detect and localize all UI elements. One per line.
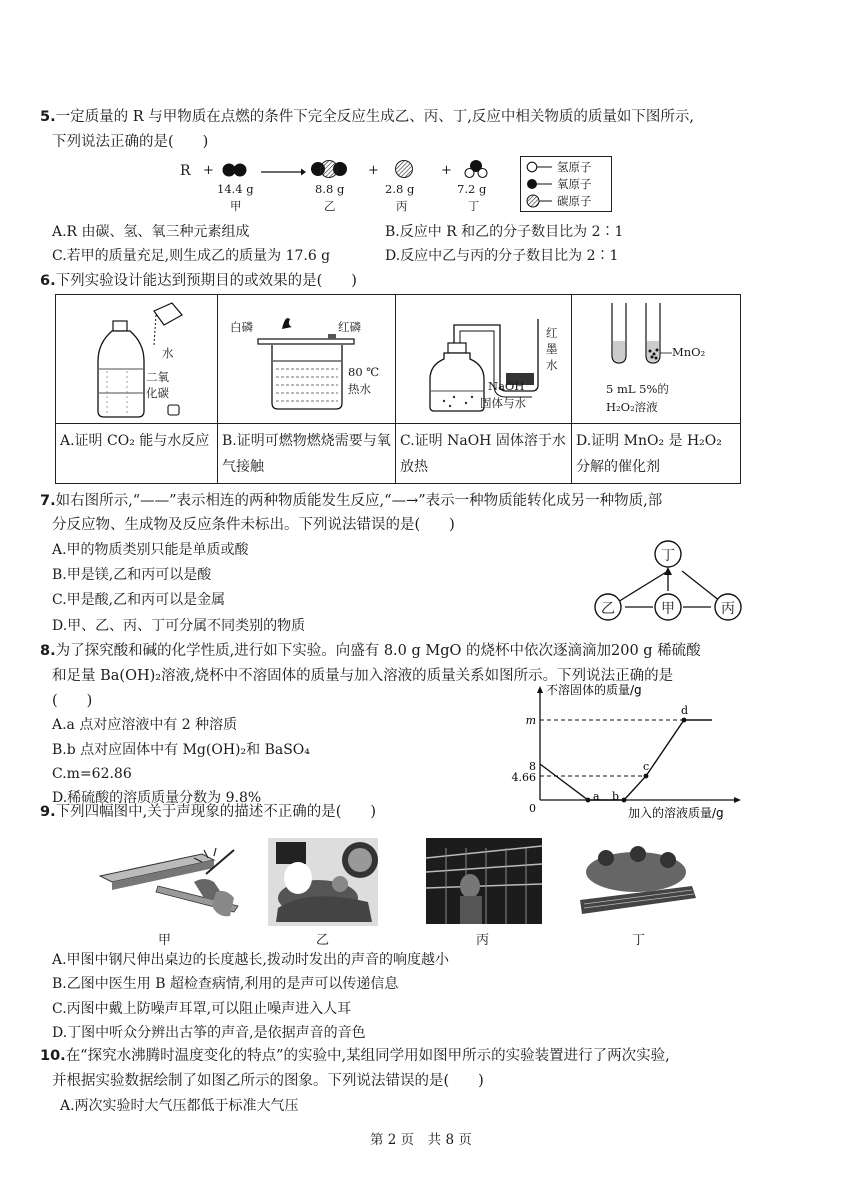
ding-mass: 7.2 g	[457, 182, 487, 196]
q8-option-b: B.b 点对应固体中有 Mg(OH)₂和 BaSO₄	[52, 742, 310, 758]
q8-mass-chart	[500, 684, 750, 824]
point-b	[622, 798, 627, 803]
q8-number: 8.	[40, 643, 56, 659]
label-co2-2: 化碳	[146, 386, 169, 400]
q6-cell-a	[56, 295, 218, 483]
bing-mass: 2.8 g	[385, 182, 415, 196]
q7-stem-line2: 分反应物、生成物及反应条件未标出。下列说法错误的是( )	[52, 517, 455, 533]
node-jia: 甲	[661, 601, 675, 617]
jia-mass: 14.4 g	[217, 182, 254, 196]
plus-sign-2: +	[368, 163, 379, 178]
q5-option-b: B.反应中 R 和乙的分子数目比为 2∶1	[385, 224, 624, 240]
label-red-ink-1: 红	[546, 326, 558, 340]
label-naoh: NaOH	[488, 379, 525, 393]
point-label-a: a	[593, 790, 600, 803]
reactant-r: R	[180, 163, 191, 179]
caption-bing: 丙	[476, 933, 490, 948]
q7-option-b: B.甲是镁,乙和丙可以是酸	[52, 567, 212, 583]
legend-oxygen: 氧原子	[557, 177, 592, 191]
plastic-bottle-icon	[92, 299, 202, 421]
q9-stem	[40, 801, 376, 823]
q6-cell-c	[396, 295, 572, 483]
q5-reaction	[175, 158, 515, 218]
x-axis-title: 加入的溶液质量/g	[628, 806, 724, 820]
point-label-c: c	[643, 760, 650, 773]
jia-label: 甲	[230, 199, 242, 213]
yi-mass: 8.8 g	[315, 182, 345, 196]
q7-line1	[40, 490, 662, 512]
label-white-phosphorus: 白磷	[230, 320, 253, 334]
y-tick-8: 8	[529, 760, 536, 773]
q6-cell-b	[218, 295, 396, 483]
label-h2o2: H₂O₂溶液	[606, 400, 658, 414]
node-ding: 丁	[661, 548, 675, 564]
q5-number: 5.	[40, 109, 56, 125]
label-mno2: MnO₂	[672, 345, 706, 359]
q5-stem-line2: 下列说法正确的是( )	[52, 134, 209, 150]
q9-option-d: D.丁图中听众分辨出古筝的声音,是依据声音的音色	[52, 1025, 366, 1041]
origin-label: 0	[529, 802, 536, 815]
q9-option-c: C.丙图中戴上防噪声耳罩,可以阻止噪声进入人耳	[52, 1001, 352, 1017]
label-red-phosphorus: 红磷	[338, 320, 361, 334]
y-axis-arrow-icon	[537, 686, 543, 693]
label-red-ink-3: 水	[546, 358, 558, 372]
q6-caption-c: C.证明 NaOH 固体溶于水放热	[400, 433, 566, 475]
label-hot-water: 热水	[348, 382, 371, 396]
point-label-b: b	[612, 790, 620, 803]
q10-number: 10.	[40, 1048, 66, 1064]
q6-caption-d: D.证明 MnO₂ 是 H₂O₂ 分解的催化剂	[576, 433, 722, 475]
photo-ding-guzheng	[576, 842, 696, 924]
caption-yi: 乙	[316, 933, 330, 948]
q9-option-b: B.乙图中医生用 B 超检查病情,利用的是声可以传递信息	[52, 976, 399, 992]
point-label-d: d	[681, 704, 689, 717]
q10-line1	[40, 1045, 670, 1067]
q8-stem-line1: 为了探究酸和碱的化学性质,进行如下实验。向盛有 8.0 g MgO 的烧杯中依次逐滴滴加200 g 稀硫酸	[55, 643, 701, 659]
reaction-arrow-icon	[261, 167, 306, 177]
q6-experiment-table	[55, 294, 741, 484]
q6-stem	[40, 270, 357, 292]
q9-stem-text: 下列四幅图中,关于声现象的描述不正确的是( )	[55, 804, 377, 820]
q6-caption-b: B.证明可燃物燃烧需要与氧气接触	[222, 433, 391, 475]
caption-jia: 甲	[158, 933, 172, 948]
q6-stem-text: 下列实验设计能达到预期目的或效果的是( )	[55, 273, 357, 289]
q8-line1	[40, 640, 701, 662]
point-c	[644, 774, 649, 779]
y-tick-4-66: 4.66	[511, 771, 536, 784]
plus-sign-3: +	[441, 163, 452, 178]
label-co2-1: 二氧	[146, 370, 169, 384]
photo-bing-factory	[426, 838, 542, 924]
q10-stem-line2: 并根据实验数据绘制了如图乙所示的图象。下列说法错误的是( )	[52, 1073, 484, 1089]
q10-stem-line1: 在“探究水沸腾时温度变化的特点”的实验中,某组同学用如图甲所示的实验装置进行了两次实验,	[65, 1048, 670, 1064]
q5-stem-line1: 一定质量的 R 与甲物质在点燃的条件下完全反应生成乙、丙、丁,反应中相关物质的质量如下图所示,	[55, 109, 694, 125]
q5-line1	[40, 106, 694, 128]
label-5ml: 5 mL 5%的	[606, 382, 669, 396]
data-line	[540, 720, 712, 800]
q5-option-a: A.R 由碳、氢、氧三种元素组成	[52, 224, 250, 240]
x-axis-arrow-icon	[734, 797, 741, 803]
y-axis-title: 不溶固体的质量/g	[546, 684, 642, 697]
ding-label: 丁	[468, 199, 480, 213]
q5-option-c: C.若甲的质量充足,则生成乙的质量为 17.6 g	[52, 248, 331, 264]
q8-option-d: D.稀硫酸的溶质质量分数为 9.8%	[52, 790, 262, 806]
q10-option-a: A.两次实验时大气压都低于标准大气压	[60, 1098, 299, 1114]
q8-option-c: C.m=62.86	[52, 766, 132, 782]
q6-caption-a: A.证明 CO₂ 能与水反应	[60, 433, 210, 449]
yi-label: 乙	[324, 199, 336, 213]
bing-label: 丙	[396, 199, 408, 213]
legend-carbon: 碳原子	[557, 194, 592, 208]
q7-option-d: D.甲、乙、丙、丁可分属不同类别的物质	[52, 618, 306, 634]
page-footer: 第 2 页 共 8 页	[370, 1132, 472, 1148]
label-solid-water: 固体与水	[480, 396, 526, 410]
ding-molecule-icon	[464, 158, 488, 180]
carbon-atom-icon	[526, 194, 552, 208]
q7-option-c: C.甲是酸,乙和丙可以是金属	[52, 592, 226, 608]
photo-jia-ruler	[98, 846, 240, 924]
point-d	[682, 718, 687, 723]
label-80c: 80 ℃	[348, 365, 380, 379]
photo-yi-ultrasound	[268, 838, 378, 926]
q6-number: 6.	[40, 273, 56, 289]
q7-stem-line1: 如右图所示,“——”表示相连的两种物质能发生反应,“—→”表示一种物质能转化成另一种物质,部	[55, 493, 663, 509]
q6-cell-d	[572, 295, 740, 483]
oxygen-atom-icon	[526, 178, 552, 190]
q9-number: 9.	[40, 804, 56, 820]
q7-option-a: A.甲的物质类别只能是单质或酸	[52, 542, 249, 558]
test-tubes-icon	[606, 301, 676, 371]
plus-sign: +	[203, 163, 214, 178]
yi-molecule-icon	[309, 159, 349, 179]
label-water: 水	[162, 346, 174, 360]
bing-molecule-icon	[393, 159, 415, 179]
jia-molecule-icon	[221, 162, 247, 178]
node-yi: 乙	[601, 601, 615, 617]
hydrogen-atom-icon	[526, 161, 552, 173]
q5-option-d: D.反应中乙与丙的分子数目比为 2∶1	[385, 248, 619, 264]
point-a	[586, 798, 591, 803]
label-red-ink-2: 墨	[546, 342, 558, 356]
q9-option-a: A.甲图中钢尺伸出桌边的长度越长,拨动时发出的声音的响度越小	[52, 952, 450, 968]
y-tick-m: m	[525, 714, 536, 727]
node-bing: 丙	[721, 601, 735, 617]
q7-number: 7.	[40, 493, 56, 509]
atom-legend	[520, 156, 612, 212]
q8-stem-line2: 和足量 Ba(OH)₂溶液,烧杯中不溶固体的质量与加入溶液的质量关系如图所示。下列说法正确的是	[52, 668, 674, 684]
q8-stem-line3: ( )	[52, 693, 93, 709]
legend-hydrogen: 氢原子	[557, 160, 592, 174]
caption-ding: 丁	[632, 933, 646, 948]
q8-option-a: A.a 点对应溶液中有 2 种溶质	[52, 717, 238, 733]
